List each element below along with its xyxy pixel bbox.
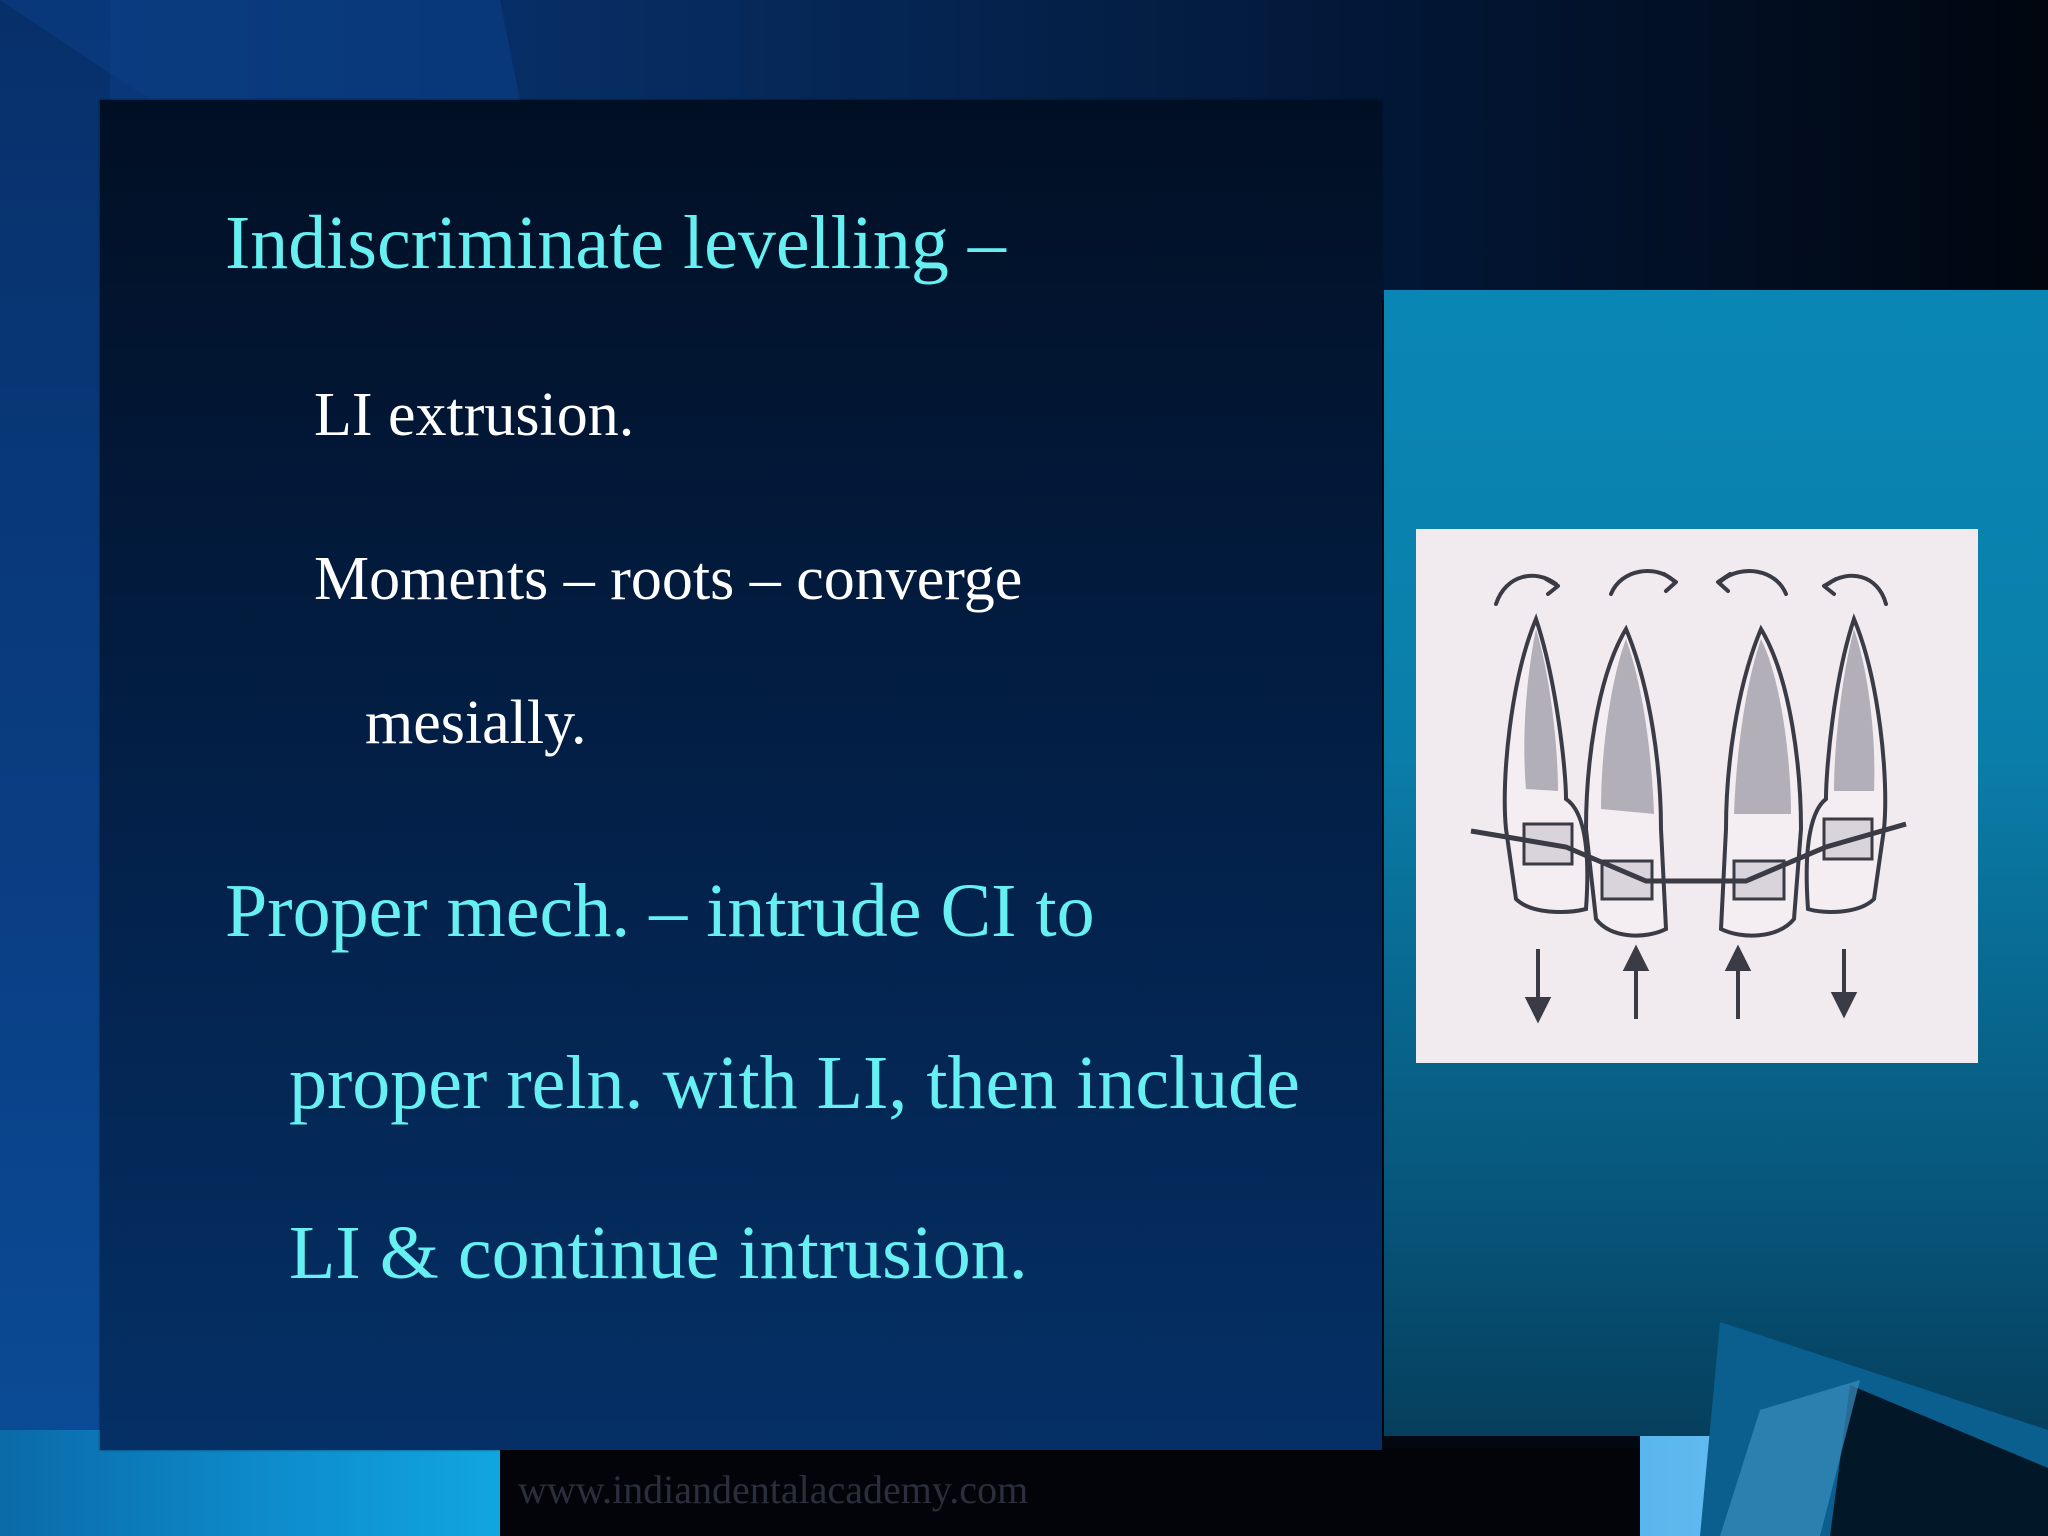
heading-proper-mech-line-2: proper reln. with LI, then include bbox=[289, 1041, 1300, 1125]
bullet-moments-line-2: mesially. bbox=[365, 689, 587, 757]
content-panel bbox=[100, 100, 1382, 1450]
bullet-moments-line-1: Moments – roots – converge bbox=[314, 545, 1023, 613]
bullet-li-extrusion: LI extrusion. bbox=[314, 381, 635, 449]
heading-proper-mech-line-3: LI & continue intrusion. bbox=[289, 1211, 1028, 1295]
incisor-teeth-intrusion-diagram-icon bbox=[1416, 529, 1978, 1063]
heading-indiscriminate-levelling: Indiscriminate levelling – bbox=[225, 201, 1006, 285]
heading-proper-mech-line-1: Proper mech. – intrude CI to bbox=[225, 869, 1095, 953]
footer-website: www.indiandentalacademy.com bbox=[518, 1467, 1029, 1512]
